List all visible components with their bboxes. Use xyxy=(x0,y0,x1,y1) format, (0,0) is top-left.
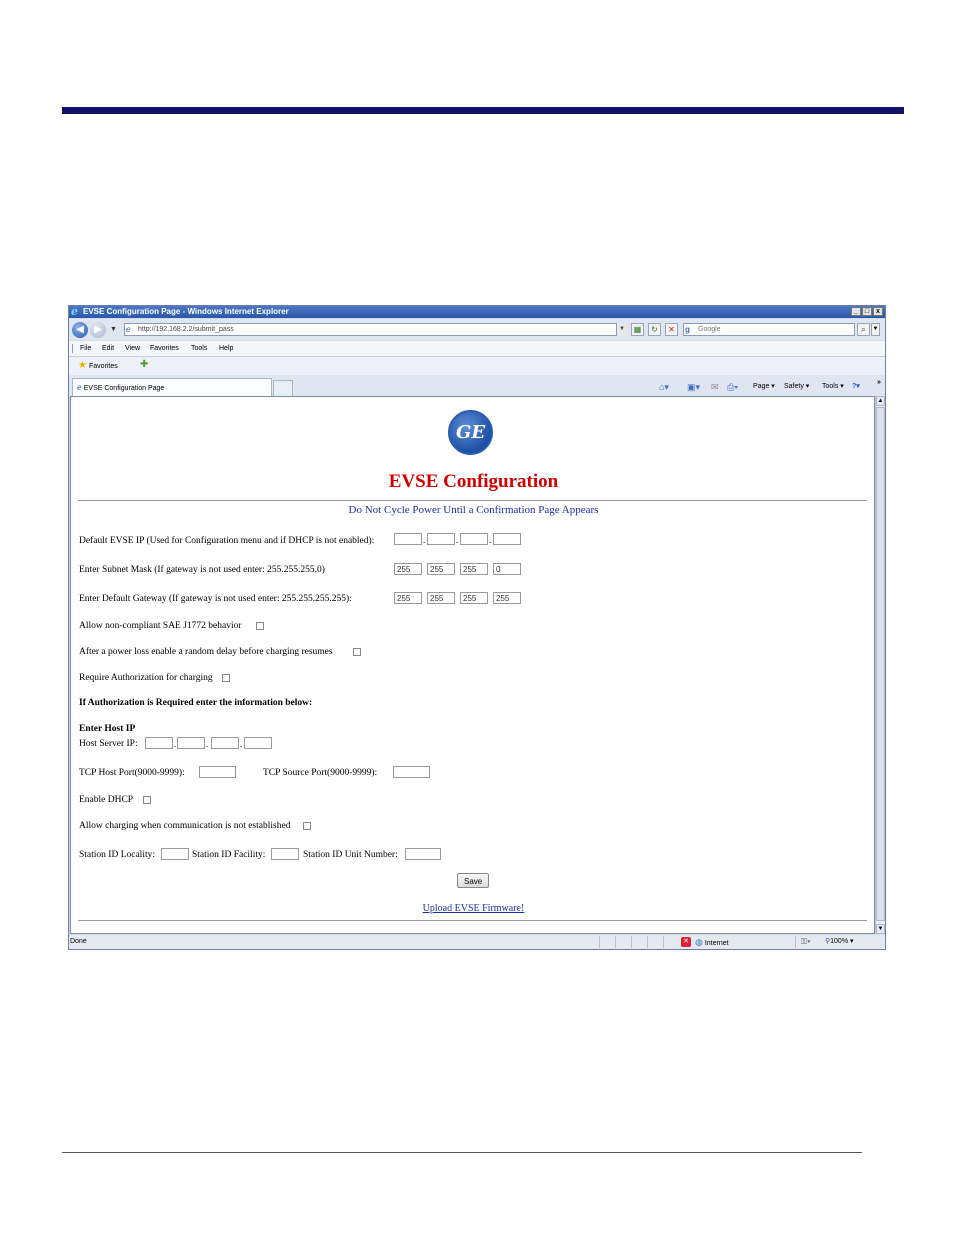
home-icon[interactable]: ⌂▾ xyxy=(659,382,669,392)
ip-dot: . xyxy=(174,739,177,749)
tcp-source-port-label: TCP Source Port(9000-9999): xyxy=(263,768,378,778)
zoom-level[interactable]: ⚲100% ▾ xyxy=(825,938,854,945)
non-compliant-checkbox[interactable] xyxy=(256,622,264,630)
address-bar[interactable] xyxy=(124,323,627,336)
maximize-button[interactable]: □ xyxy=(862,307,872,316)
allow-no-comm-checkbox[interactable] xyxy=(303,822,311,830)
favorites-button[interactable] xyxy=(78,357,118,376)
default-ip-octet-3[interactable] xyxy=(460,533,488,545)
host-ip-octet-4[interactable] xyxy=(244,737,272,749)
gateway-octet-1[interactable] xyxy=(394,592,422,604)
forward-button[interactable]: ▶ xyxy=(90,322,106,338)
browser-window xyxy=(68,305,886,950)
gateway-octet-2[interactable] xyxy=(427,592,455,604)
upload-firmware-link[interactable]: Upload EVSE Firmware! xyxy=(422,903,525,914)
tcp-host-port-input[interactable] xyxy=(199,766,236,778)
default-ip-label: Default EVSE IP (Used for Configuration menu and if DHCP is not enabled): xyxy=(79,536,375,546)
vertical-scrollbar[interactable] xyxy=(875,396,885,934)
status-separator xyxy=(631,936,632,948)
print-icon[interactable]: ⎙▾ xyxy=(727,382,738,392)
search-placeholder: Google xyxy=(698,326,721,333)
page-title: EVSE Configuration xyxy=(388,471,559,492)
search-icon[interactable]: ⌕ xyxy=(857,323,870,336)
station-locality-input[interactable] xyxy=(161,848,189,860)
document-footer-rule xyxy=(62,1152,862,1153)
bottom-divider xyxy=(78,920,867,921)
ip-dot: . xyxy=(423,535,426,545)
non-compliant-label: Allow non-compliant SAE J1772 behavior xyxy=(79,621,242,631)
ip-dot: . xyxy=(240,739,243,749)
globe-icon: ◍ xyxy=(695,937,703,947)
menu-edit[interactable]: Edit xyxy=(102,345,115,352)
auth-heading: If Authorization is Required enter the information below: xyxy=(79,698,313,708)
menu-favorites[interactable]: Favorites xyxy=(150,345,179,352)
station-facility-input[interactable] xyxy=(271,848,299,860)
host-ip-heading: Enter Host IP xyxy=(79,724,136,734)
zoom-value: 100% xyxy=(830,938,849,945)
subnet-mask-label: Enter Subnet Mask (If gateway is not used enter: 255.255.255.0) xyxy=(79,565,325,575)
menu-grip xyxy=(72,344,73,353)
ip-dot: . xyxy=(456,535,459,545)
subnet-octet-4[interactable] xyxy=(493,563,521,575)
zoom-icon: ⚲ xyxy=(825,938,831,945)
google-icon: g xyxy=(685,325,690,334)
address-row xyxy=(69,319,885,340)
host-ip-octet-2[interactable] xyxy=(177,737,205,749)
tab-evse-configuration[interactable] xyxy=(72,378,272,396)
menu-file[interactable]: File xyxy=(80,345,92,352)
protected-mode-icon[interactable]: ✕ xyxy=(681,937,691,947)
add-favorite-icon[interactable]: ✚ xyxy=(140,359,149,370)
scroll-down-arrow[interactable]: ▼ xyxy=(877,926,884,932)
ie-logo-icon: e xyxy=(71,305,78,318)
station-unit-label: Station ID Unit Number: xyxy=(303,850,398,860)
menu-help[interactable]: Help xyxy=(219,345,234,352)
station-facility-label: Station ID Facility: xyxy=(192,850,266,860)
status-bar xyxy=(69,935,885,949)
require-auth-checkbox[interactable] xyxy=(222,674,230,682)
power-warning: Do Not Cycle Power Until a Confirmation Page Appears xyxy=(348,504,599,516)
document-header-rule xyxy=(62,107,904,114)
random-delay-label: After a power loss enable a random delay before charging resumes xyxy=(79,647,333,657)
command-bar xyxy=(659,379,885,395)
status-separator xyxy=(795,936,796,948)
host-ip-octet-1[interactable] xyxy=(145,737,173,749)
subnet-octet-3[interactable] xyxy=(460,563,488,575)
default-ip-octet-2[interactable] xyxy=(427,533,455,545)
tab-title: EVSE Configuration Page xyxy=(83,385,165,392)
tcp-host-port-label: TCP Host Port(9000-9999): xyxy=(79,768,185,778)
subnet-octet-2[interactable] xyxy=(427,563,455,575)
status-separator xyxy=(663,936,664,948)
safety-menu[interactable]: Safety ▾ xyxy=(784,383,810,390)
gateway-octet-4[interactable] xyxy=(493,592,521,604)
address-url: http://192.168.2.2/submit_pass xyxy=(138,326,234,333)
tab-page-icon: e xyxy=(77,383,82,392)
lock-icon[interactable]: ⚿▾ xyxy=(801,937,811,946)
enable-dhcp-label: Enable DHCP xyxy=(79,795,134,805)
menu-bar xyxy=(69,341,885,357)
ip-dot: . xyxy=(206,739,209,749)
default-ip-octet-1[interactable] xyxy=(394,533,422,545)
host-server-ip-label: Host Server IP: xyxy=(79,739,138,749)
status-separator xyxy=(647,936,648,948)
recent-pages-dropdown[interactable]: ▼ xyxy=(110,326,117,333)
scroll-up-arrow[interactable]: ▲ xyxy=(877,398,884,404)
search-input[interactable] xyxy=(683,323,855,336)
feeds-icon[interactable]: ▣▾ xyxy=(687,382,701,392)
tab-row xyxy=(69,375,885,398)
compatibility-view-icon[interactable]: ▦ xyxy=(631,323,644,336)
window-title: EVSE Configuration Page - Windows Internet Explorer xyxy=(83,307,289,316)
title-bar xyxy=(69,306,885,318)
host-ip-octet-3[interactable] xyxy=(211,737,239,749)
star-icon: ★ xyxy=(78,360,87,371)
station-locality-label: Station ID Locality: xyxy=(79,850,155,860)
stop-icon[interactable]: ✕ xyxy=(665,323,678,336)
menu-tools[interactable]: Tools xyxy=(191,345,208,352)
gateway-label: Enter Default Gateway (If gateway is not used enter: 255.255.255.255): xyxy=(79,594,352,604)
security-zone[interactable] xyxy=(695,935,729,950)
allow-no-comm-label: Allow charging when communication is not established xyxy=(79,821,291,831)
random-delay-checkbox[interactable] xyxy=(353,648,361,656)
back-button[interactable]: ◀ xyxy=(72,322,88,338)
ge-logo: GE xyxy=(448,410,493,455)
ip-dot: . xyxy=(489,535,492,545)
title-divider xyxy=(78,500,867,501)
zone-label: Internet xyxy=(704,940,729,947)
default-ip-octet-4[interactable] xyxy=(493,533,521,545)
favorites-bar xyxy=(69,357,885,375)
search-options-icon[interactable]: ▼ xyxy=(871,323,880,336)
tcp-source-port-input[interactable] xyxy=(393,766,430,778)
status-separator xyxy=(615,936,616,948)
new-tab-button[interactable] xyxy=(273,380,293,396)
save-button[interactable]: Save xyxy=(457,873,489,888)
subnet-octet-1[interactable] xyxy=(394,563,422,575)
more-commands[interactable]: » xyxy=(877,379,881,386)
minimize-button[interactable]: _ xyxy=(851,307,861,316)
require-auth-label: Require Authorization for charging xyxy=(79,673,213,683)
status-text: Done xyxy=(70,938,87,945)
status-separator xyxy=(599,936,600,948)
gateway-octet-3[interactable] xyxy=(460,592,488,604)
page-icon: e xyxy=(126,325,131,334)
refresh-icon[interactable]: ↻ xyxy=(648,323,661,336)
favorites-label: Favorites xyxy=(88,363,118,370)
page-menu[interactable]: Page ▾ xyxy=(753,383,775,390)
tools-menu[interactable]: Tools ▾ xyxy=(822,383,844,390)
page-content xyxy=(70,396,875,934)
enable-dhcp-checkbox[interactable] xyxy=(143,796,151,804)
help-menu[interactable]: ?▾ xyxy=(852,383,860,390)
mail-icon[interactable]: ✉ xyxy=(711,382,719,392)
address-dropdown-icon[interactable]: ▼ xyxy=(616,323,627,336)
scroll-thumb[interactable] xyxy=(876,407,885,921)
close-button[interactable]: x xyxy=(873,307,883,316)
menu-view[interactable]: View xyxy=(125,345,141,352)
station-unit-input[interactable] xyxy=(405,848,441,860)
